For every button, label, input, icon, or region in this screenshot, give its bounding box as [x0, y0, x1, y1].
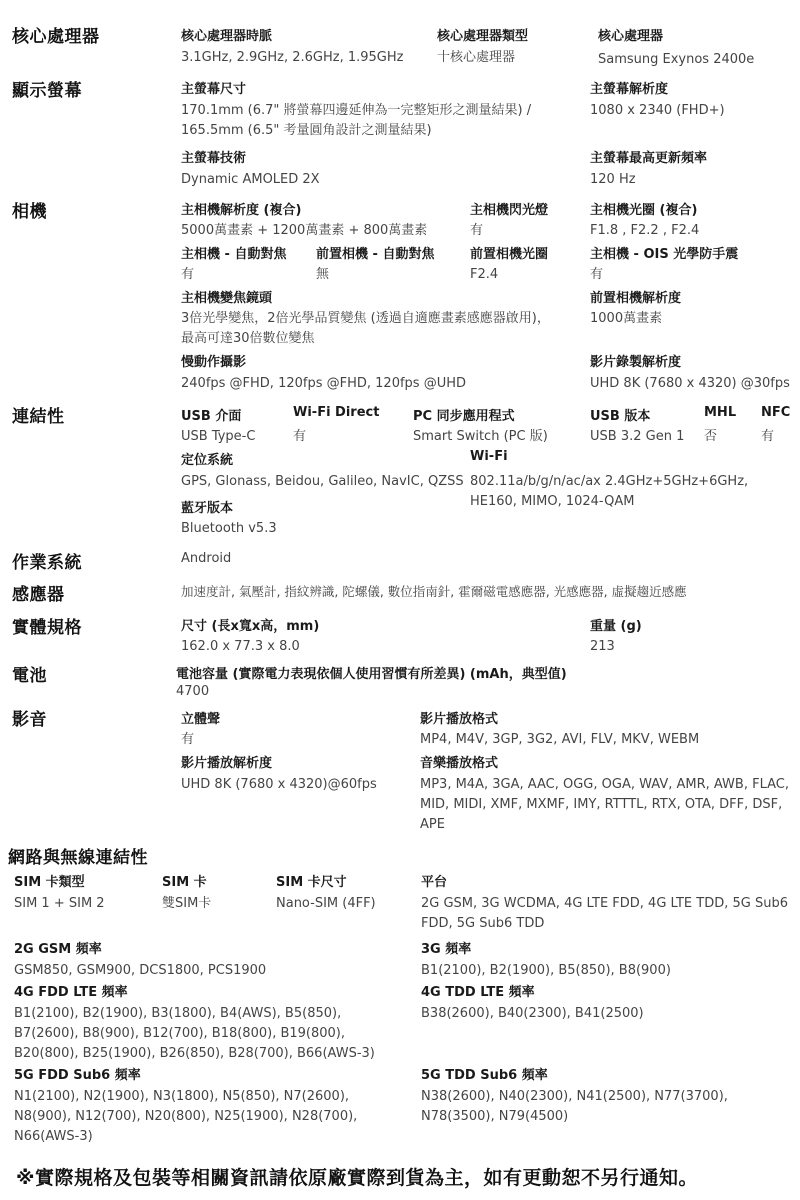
section-network: 網路與無線連結性 [8, 848, 148, 868]
section-battery: 電池 [12, 666, 47, 686]
wifi-label: Wi-Fi [470, 449, 508, 464]
sim-label: SIM 卡 [162, 875, 207, 890]
cpu-speed-label: 核心處理器時脈 [181, 29, 273, 44]
ois-label: 主相機 - OIS 光學防手震 [590, 247, 739, 262]
refresh-rate-value: 120 Hz [590, 172, 636, 187]
tdd-4g-value: B38(2600), B40(2300), B41(2500) [421, 1006, 644, 1021]
section-sensors: 感應器 [12, 585, 65, 605]
location-value: GPS, Glonass, Beidou, Galileo, NavIC, QZSS [181, 474, 464, 489]
video-rec-value: UHD 8K (7680 x 4320) @30fps [590, 376, 790, 391]
sensors-value: 加速度計, 氣壓計, 指紋辨識, 陀螺儀, 數位指南針, 霍爾磁電感應器, 光感應器, 虛擬趨近感應 [181, 584, 687, 599]
battery-value: 4700 [176, 684, 210, 699]
platform-value: 2G GSM, 3G WCDMA, 4G LTE FDD, 4G LTE TDD, 5G Sub6 FDD, 5G Sub6 TDD [421, 896, 788, 931]
location-label: 定位系統 [181, 453, 234, 468]
band-3g-value: B1(2100), B2(1900), B5(850), B8(900) [421, 963, 671, 978]
music-format-value: MP3, M4A, 3GA, AAC, OGG, OGA, WAV, AMR, AWB, FLAC, MID, MIDI, XMF, MXMF, IMY, RTTTL, RTX, OTA, DFF, DSF, APE [420, 777, 789, 832]
sim-size-value: Nano-SIM (4FF) [276, 896, 376, 911]
screen-resolution-label: 主螢幕解析度 [590, 82, 669, 97]
usb-interface-label: USB 介面 [181, 409, 242, 424]
ois-value: 有 [590, 267, 604, 282]
section-processor: 核心處理器 [12, 27, 100, 47]
screen-tech-value: Dynamic AMOLED 2X [181, 172, 320, 187]
bluetooth-value: Bluetooth v5.3 [181, 521, 277, 536]
main-cam-res-label: 主相機解析度 (複合) [181, 203, 302, 218]
disclaimer-note: ※實際規格及包裝等相關資訊請依原廠實際到貨為主，如有更動恕不另行通知。 [16, 1167, 698, 1189]
section-audio-video: 影音 [12, 710, 47, 730]
cpu-type-value: 十核心處理器 [437, 50, 516, 65]
battery-label: 電池容量 (實際電力表現依個人使用習慣有所差異) (mAh，典型值) [176, 667, 567, 682]
nfc-label: NFC [761, 405, 791, 420]
music-format-label: 音樂播放格式 [420, 756, 499, 771]
screen-resolution-value: 1080 x 2340 (FHD+) [590, 103, 725, 118]
dimensions-label: 尺寸 (長x寬x高，mm) [181, 619, 320, 634]
tdd-5g-value: N38(2600), N40(2300), N41(2500), N77(3700), N78(3500), N79(4500) [421, 1089, 728, 1124]
front-aperture-label: 前置相機光圈 [470, 247, 549, 262]
sim-type-label: SIM 卡類型 [14, 875, 85, 890]
aperture-value: F1.8 , F2.2 , F2.4 [590, 223, 700, 238]
aperture-label: 主相機光圈 (複合) [590, 203, 698, 218]
zoom-value: 3倍光學變焦，2倍光學品質變焦 (透過自適應畫素感應器啟用)，最高可達30倍數位變焦 [181, 311, 550, 346]
usb-version-label: USB 版本 [590, 409, 651, 424]
autofocus-value: 有 [181, 267, 195, 282]
gsm-2g-label: 2G GSM 頻率 [14, 942, 102, 957]
front-cam-res-value: 1000萬畫素 [590, 311, 663, 326]
sim-value: 雙SIM卡 [162, 896, 212, 911]
section-connectivity: 連結性 [12, 407, 65, 427]
mhl-label: MHL [704, 405, 737, 420]
fdd-5g-label: 5G FDD Sub6 頻率 [14, 1068, 141, 1083]
stereo-value: 有 [181, 732, 195, 747]
sim-size-label: SIM 卡尺寸 [276, 875, 347, 890]
flash-value: 有 [470, 223, 484, 238]
pc-sync-value: Smart Switch (PC 版) [413, 429, 548, 444]
flash-label: 主相機閃光燈 [470, 203, 549, 218]
section-physical: 實體規格 [12, 618, 82, 638]
video-play-res-value: UHD 8K (7680 x 4320)@60fps [181, 777, 377, 792]
fdd-4g-value: B1(2100), B2(1900), B3(1800), B4(AWS), B5(850), B7(2600), B8(900), B12(700), B18(800), B19(800), B20(800), B25(1900), B26(850), B28(700), B66(AWS-3) [14, 1006, 375, 1061]
slowmo-value: 240fps @FHD, 120fps @FHD, 120fps @UHD [181, 376, 466, 391]
autofocus-label: 主相機 - 自動對焦 [181, 247, 287, 262]
mhl-value: 否 [704, 429, 718, 444]
wifi-value: 802.11a/b/g/n/ac/ax 2.4GHz+5GHz+6GHz, HE160, MIMO, 1024-QAM [470, 474, 749, 509]
tdd-4g-label: 4G TDD LTE 頻率 [421, 985, 535, 1000]
cpu-type-label: 核心處理器類型 [437, 29, 529, 44]
dimensions-value: 162.0 x 77.3 x 8.0 [181, 639, 300, 654]
video-play-res-label: 影片播放解析度 [181, 756, 273, 771]
slowmo-label: 慢動作攝影 [181, 355, 247, 370]
usb-version-value: USB 3.2 Gen 1 [590, 429, 685, 444]
tdd-5g-label: 5G TDD Sub6 頻率 [421, 1068, 548, 1083]
refresh-rate-label: 主螢幕最高更新頻率 [590, 151, 708, 166]
cpu-chip-value: Samsung Exynos 2400e [598, 52, 755, 67]
section-camera: 相機 [12, 202, 47, 222]
stereo-label: 立體聲 [181, 712, 221, 727]
pc-sync-label: PC 同步應用程式 [413, 409, 515, 424]
fdd-5g-value: N1(2100), N2(1900), N3(1800), N5(850), N7(2600), N8(900), N12(700), N20(800), N25(1900), N28(700), N66(AWS-3) [14, 1089, 358, 1144]
cpu-chip-label: 核心處理器 [598, 29, 664, 44]
main-cam-res-value: 5000萬畫素 + 1200萬畫素 + 800萬畫素 [181, 223, 428, 238]
section-os: 作業系統 [12, 553, 82, 573]
video-format-label: 影片播放格式 [420, 712, 499, 727]
usb-interface-value: USB Type-C [181, 429, 256, 444]
platform-label: 平台 [421, 875, 448, 890]
weight-value: 213 [590, 639, 615, 654]
section-display: 顯示螢幕 [12, 81, 82, 101]
os-value: Android [181, 551, 232, 566]
cpu-speed-value: 3.1GHz, 2.9GHz, 2.6GHz, 1.95GHz [181, 50, 404, 65]
wifi-direct-label: Wi-Fi Direct [293, 405, 380, 420]
sim-type-value: SIM 1 + SIM 2 [14, 896, 105, 911]
bluetooth-label: 藍牙版本 [181, 501, 234, 516]
gsm-2g-value: GSM850, GSM900, DCS1800, PCS1900 [14, 963, 267, 978]
wifi-direct-value: 有 [293, 429, 307, 444]
front-autofocus-value: 無 [316, 267, 330, 282]
fdd-4g-label: 4G FDD LTE 頻率 [14, 985, 128, 1000]
video-format-value: MP4, M4V, 3GP, 3G2, AVI, FLV, MKV, WEBM [420, 732, 700, 747]
screen-tech-label: 主螢幕技術 [181, 151, 247, 166]
video-rec-label: 影片錄製解析度 [590, 355, 682, 370]
weight-label: 重量 (g) [590, 619, 642, 634]
front-autofocus-label: 前置相機 - 自動對焦 [316, 247, 435, 262]
front-cam-res-label: 前置相機解析度 [590, 291, 682, 306]
nfc-value: 有 [761, 429, 775, 444]
screen-size-value: 170.1mm (6.7" 將螢幕四邊延伸為一完整矩形之測量結果) / 165.5mm (6.5" 考量圓角設計之測量結果) [181, 103, 532, 138]
band-3g-label: 3G 頻率 [421, 942, 472, 957]
front-aperture-value: F2.4 [470, 267, 499, 282]
screen-size-label: 主螢幕尺寸 [181, 82, 247, 97]
zoom-label: 主相機變焦鏡頭 [181, 291, 273, 306]
